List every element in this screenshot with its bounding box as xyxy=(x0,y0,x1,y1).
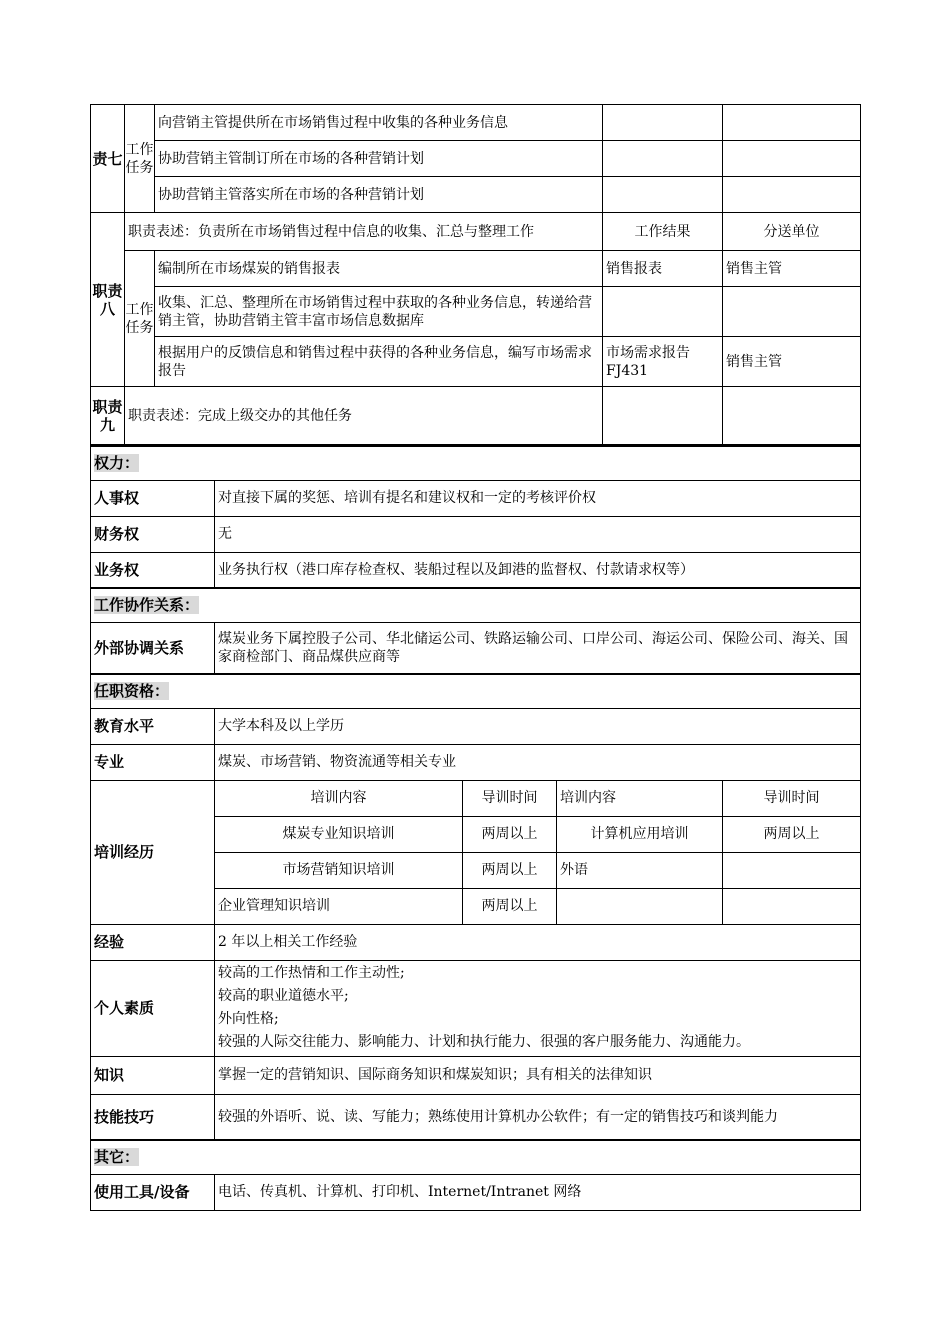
duty7-label: 责七 xyxy=(91,105,125,213)
authority-value: 对直接下属的奖惩、培训有提名和建议权和一定的考核评价权 xyxy=(215,480,861,516)
duty7-task: 向营销主管提供所在市场销售过程中收集的各种业务信息 xyxy=(155,105,603,141)
cooperation-header: 工作协作关系： xyxy=(94,596,200,615)
education-label: 教育水平 xyxy=(91,708,215,744)
duty9-desc: 职责表述：完成上级交办的其他任务 xyxy=(125,387,603,445)
training-content-header: 培训内容 xyxy=(557,780,723,816)
training-time: 两周以上 xyxy=(463,816,557,852)
training-content-header: 培训内容 xyxy=(215,780,463,816)
skills-value: 较强的外语听、说、读、写能力；熟练使用计算机办公软件；有一定的销售技巧和谈判能力 xyxy=(215,1094,861,1140)
authority-value: 业务执行权（港口库存检查权、装船过程以及卸港的监督权、付款请求权等） xyxy=(215,552,861,588)
training-time: 两周以上 xyxy=(463,852,557,888)
tools-label: 使用工具/设备 xyxy=(91,1174,215,1210)
duty8-desc: 职责表述：负责所在市场销售过程中信息的收集、汇总与整理工作 xyxy=(125,213,603,251)
info-table xyxy=(90,445,861,1211)
other-header: 其它： xyxy=(94,1148,140,1167)
personal-line: 外向性格; xyxy=(218,1011,279,1027)
knowledge-value: 掌握一定的营销知识、国际商务知识和煤炭知识；具有相关的法律知识 xyxy=(215,1056,861,1094)
duty8-result xyxy=(603,287,723,337)
knowledge-label: 知识 xyxy=(91,1056,215,1094)
experience-value: 2 年以上相关工作经验 xyxy=(215,924,861,960)
authority-value: 无 xyxy=(215,516,861,552)
personal-label: 个人素质 xyxy=(91,960,215,1056)
cooperation-label: 外部协调关系 xyxy=(91,622,215,674)
duty8-dest: 销售主管 xyxy=(723,337,861,387)
authority-header: 权力： xyxy=(94,454,140,473)
duty7-task: 协助营销主管制订所在市场的各种营销计划 xyxy=(155,141,603,177)
skills-label: 技能技巧 xyxy=(91,1094,215,1140)
training-content xyxy=(557,888,723,924)
major-value: 煤炭、市场营销、物资流通等相关专业 xyxy=(215,744,861,780)
duty8-result: 销售报表 xyxy=(603,251,723,287)
training-time: 两周以上 xyxy=(723,816,861,852)
qualification-header: 任职资格： xyxy=(94,682,170,701)
training-time-header: 导训时间 xyxy=(463,780,557,816)
personal-line: 较高的工作热情和工作主动性; xyxy=(218,965,405,981)
duty8-task: 收集、汇总、整理所在市场销售过程中获取的各种业务信息，转递给营销主管，协助营销主管丰富市场信息数据库 xyxy=(155,287,603,337)
duty8-task: 根据用户的反馈信息和销售过程中获得的各种业务信息，编写市场需求报告 xyxy=(155,337,603,387)
training-content: 企业管理知识培训 xyxy=(215,888,463,924)
personal-line: 较高的职业道德水平; xyxy=(218,988,349,1004)
training-time-header: 导训时间 xyxy=(723,780,861,816)
training-label: 培训经历 xyxy=(91,780,215,924)
training-content: 煤炭专业知识培训 xyxy=(215,816,463,852)
duty8-result: 市场需求报告 FJ431 xyxy=(603,337,723,387)
col-result-header: 工作结果 xyxy=(603,213,723,251)
training-time xyxy=(723,888,861,924)
major-label: 专业 xyxy=(91,744,215,780)
duty7-task-label: 工作任务 xyxy=(125,105,155,213)
training-content: 计算机应用培训 xyxy=(557,816,723,852)
training-time xyxy=(723,852,861,888)
personal-value xyxy=(215,960,861,1056)
experience-label: 经验 xyxy=(91,924,215,960)
col-dest-header: 分送单位 xyxy=(723,213,861,251)
duty8-dest xyxy=(723,287,861,337)
training-content: 外语 xyxy=(557,852,723,888)
authority-label: 业务权 xyxy=(91,552,215,588)
duty8-dest: 销售主管 xyxy=(723,251,861,287)
duty9-label: 职责九 xyxy=(91,387,125,445)
duty8-label: 职责八 xyxy=(91,213,125,387)
duties-table xyxy=(90,104,861,445)
authority-label: 财务权 xyxy=(91,516,215,552)
training-time: 两周以上 xyxy=(463,888,557,924)
job-description-page xyxy=(90,104,860,1211)
duty8-task-label: 工作任务 xyxy=(125,251,155,387)
education-value: 大学本科及以上学历 xyxy=(215,708,861,744)
training-content: 市场营销知识培训 xyxy=(215,852,463,888)
duty8-task: 编制所在市场煤炭的销售报表 xyxy=(155,251,603,287)
personal-line: 较强的人际交往能力、影响能力、计划和执行能力、很强的客户服务能力、沟通能力。 xyxy=(218,1034,750,1050)
tools-value: 电话、传真机、计算机、打印机、Internet/Intranet 网络 xyxy=(215,1174,861,1210)
authority-label: 人事权 xyxy=(91,480,215,516)
duty7-task: 协助营销主管落实所在市场的各种营销计划 xyxy=(155,177,603,213)
cooperation-value: 煤炭业务下属控股子公司、华北储运公司、铁路运输公司、口岸公司、海运公司、保险公司、海关、国家商检部门、商品煤供应商等 xyxy=(215,622,861,674)
